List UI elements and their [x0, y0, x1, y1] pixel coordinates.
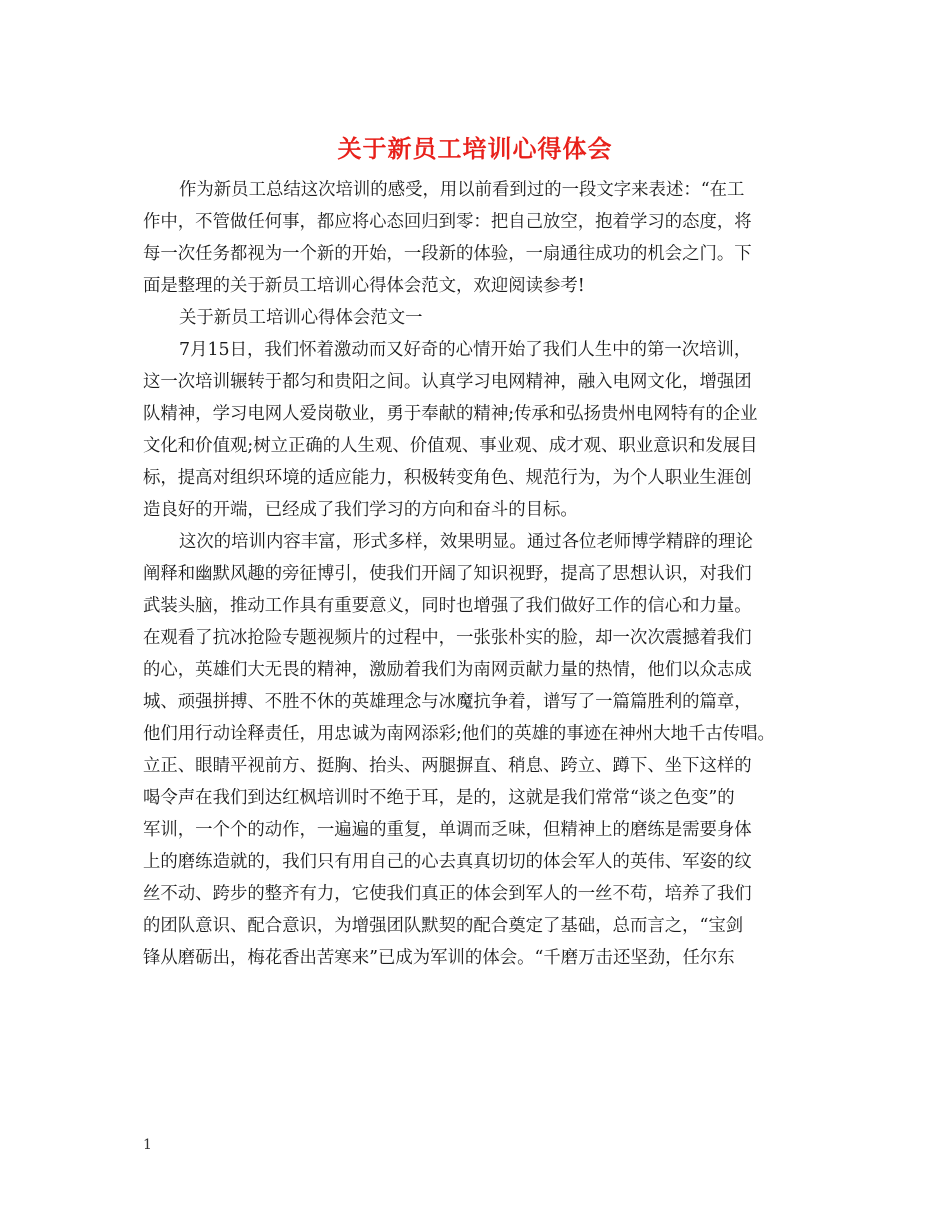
text-line: 阐释和幽默风趣的旁征博引，使我们开阔了知识视野，提高了思想认识，对我们	[143, 564, 752, 584]
text-line: 丝不动、跨步的整齐有力，它使我们真正的体会到军人的一丝不苟，培养了我们	[143, 884, 752, 904]
text-line: 作为新员工总结这次培训的感受，用以前看到过的一段文字来表述：“在工	[179, 180, 745, 200]
text-line: 队精神，学习电网人爱岗敬业，勇于奉献的精神;传承和弘扬贵州电网特有的企业	[143, 404, 758, 424]
text-line: 喝令声在我们到达红枫培训时不绝于耳，是的，这就是我们常常“谈之色变”的	[143, 788, 735, 808]
text-line: 在观看了抗冰抢险专题视频片的过程中，一张张朴实的脸，却一次次震撼着我们	[143, 628, 752, 648]
text-line: 这一次培训辗转于都匀和贵阳之间。认真学习电网精神，融入电网文化，增强团	[143, 372, 752, 392]
text-line: 立正、眼睛平视前方、挺胸、抬头、两腿摒直、稍息、跨立、蹲下、坐下这样的	[143, 756, 752, 776]
page-number: 1	[143, 1137, 152, 1153]
text-line: 每一次任务都视为一个新的开始，一段新的体验，一扇通往成功的机会之门。下	[143, 244, 752, 264]
text-line: 面是整理的关于新员工培训心得体会范文，欢迎阅读参考!	[143, 276, 585, 296]
text-line: 7月15日，我们怀着激动而又好奇的心情开始了我们人生中的第一次培训，	[179, 340, 752, 360]
text-line: 作中，不管做任何事，都应将心态回归到零：把自己放空，抱着学习的态度，将	[143, 212, 752, 232]
text-line: 造良好的开端，已经成了我们学习的方向和奋斗的目标。	[143, 500, 578, 520]
text-line: 关于新员工培训心得体会范文一	[179, 308, 423, 328]
text-line: 军训，一个个的动作，一遍遍的重复，单调而乏味，但精神上的磨练是需要身体	[143, 820, 752, 840]
text-line: 武装头脑，推动工作具有重要意义，同时也增强了我们做好工作的信心和力量。	[143, 596, 752, 616]
text-line: 文化和价值观;树立正确的人生观、价值观、事业观、成才观、职业意识和发展目	[143, 436, 758, 456]
text-line: 的团队意识、配合意识，为增强团队默契的配合奠定了基础，总而言之，“宝剑	[143, 916, 744, 936]
text-line: 锋从磨砺出，梅花香出苦寒来”已成为军训的体会。“千磨万击还坚劲，任尔东	[143, 948, 735, 968]
text-line: 城、顽强拼搏、不胜不休的英雄理念与冰魔抗争着，谱写了一篇篇胜利的篇章，	[143, 692, 752, 712]
text-line: 的心，英雄们大无畏的精神，激励着我们为南网贡献力量的热情，他们以众志成	[143, 660, 752, 680]
document-body	[143, 174, 823, 974]
text-line: 上的磨练造就的，我们只有用自己的心去真真切切的体会军人的英伟、军姿的纹	[143, 852, 752, 872]
document-title: 关于新员工培训心得体会	[337, 134, 613, 163]
text-line: 标，提高对组织环境的适应能力，积极转变角色、规范行为，为个人职业生涯创	[143, 468, 752, 488]
text-line: 他们用行动诠释责任，用忠诚为南网添彩;他们的英雄的事迹在神州大地千古传唱。	[143, 724, 775, 744]
text-line: 这次的培训内容丰富，形式多样，效果明显。通过各位老师博学精辟的理论	[179, 532, 753, 552]
